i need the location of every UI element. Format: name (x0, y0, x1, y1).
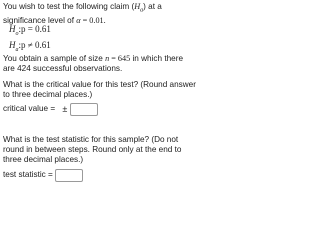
intro-text-c: significance level of (3, 15, 77, 25)
hypotheses (3, 24, 197, 53)
claim-subscript: a (140, 7, 144, 14)
sample-line-1 (3, 54, 197, 64)
test-statistic-question (3, 135, 197, 165)
test-statistic-row (3, 167, 197, 183)
alpha-value: = 0.01. (80, 15, 106, 25)
test-statistic-label: test statistic = (3, 170, 56, 179)
intro-text-a: You wish to test the following claim ( (3, 2, 135, 11)
sample-description (3, 54, 197, 74)
alpha-symbol: α (76, 15, 81, 25)
intro-text-b: ) at a (143, 2, 162, 11)
sample-line-2: are 424 successful observations. (3, 64, 123, 73)
question2-line-2: round in between steps. Round only at the end to (3, 145, 182, 154)
plus-minus-symbol: ± (62, 104, 68, 114)
critical-value-label: critical value = (3, 104, 58, 113)
question1-line-1: What is the critical value for this test? (Round answer (3, 80, 196, 89)
sample-text-a: You obtain a sample of size (3, 54, 106, 63)
ha-text: :p ≠ 0.61 (18, 39, 51, 50)
critical-value-row (3, 101, 197, 117)
test-statistic-input[interactable] (55, 169, 83, 182)
problem-intro (3, 2, 197, 25)
ha-subscript: a (15, 46, 19, 53)
question2-line-1: What is the test statistic for this sample? (Do not (3, 135, 179, 144)
question1-line-2: to three decimal places.) (3, 90, 93, 99)
problem-container (3, 2, 197, 183)
critical-value-question (3, 80, 197, 100)
n-symbol: n (105, 54, 110, 63)
question2-line-3: three decimal places.) (3, 155, 84, 164)
sample-text-b: in which there (130, 54, 183, 63)
critical-value-input[interactable] (70, 103, 98, 116)
claim-symbol: H (134, 2, 141, 11)
ha-symbol: H (9, 39, 16, 50)
null-hypothesis (3, 24, 197, 40)
n-value: = 645 (109, 54, 131, 63)
h0-subscript: o (15, 30, 19, 37)
h0-text: :p = 0.61 (18, 24, 51, 34)
h0-symbol: H (9, 24, 16, 34)
intro-line-1 (3, 2, 197, 16)
